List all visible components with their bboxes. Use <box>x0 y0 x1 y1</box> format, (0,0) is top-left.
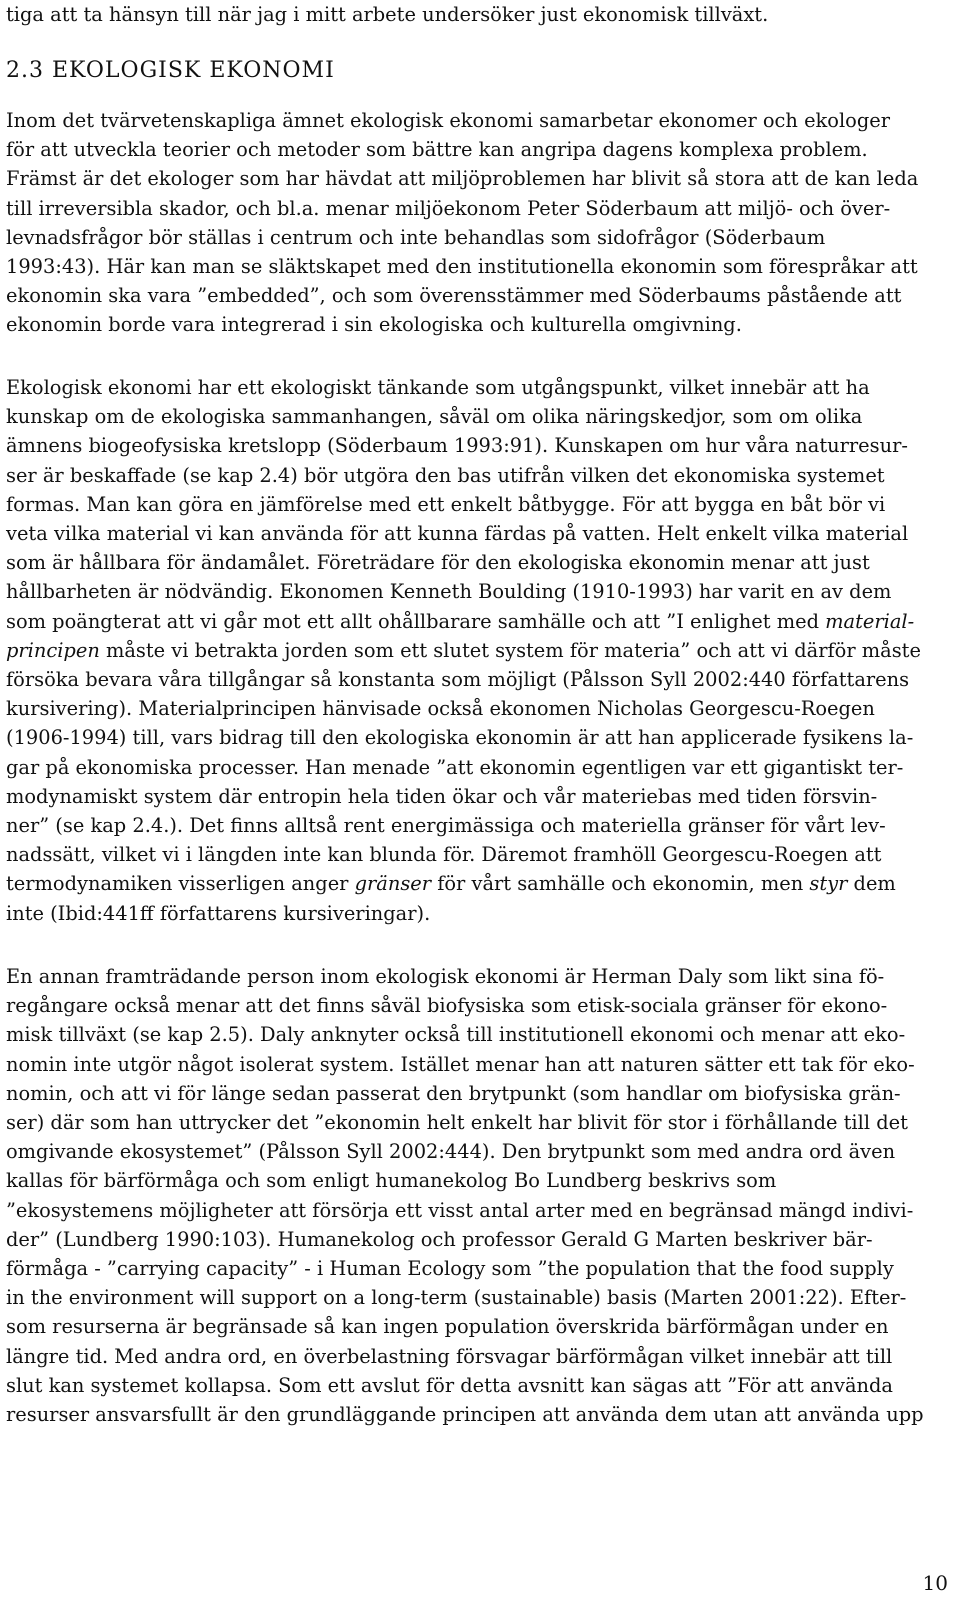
emphasis-text: styr <box>809 872 848 896</box>
paragraph-3-line: ser) där som han uttrycker det ”ekonomin helt enkelt har blivit för stor i förhållande till det <box>6 1111 908 1134</box>
paragraph-1-line: Främst är det ekologer som har hävdat att miljöproblemen har blivit så stora att de kan leda <box>6 167 919 191</box>
paragraph-3-line: förmåga - ”carrying capacity” - i Human Ecology som ”the population that the food supply <box>6 1257 894 1280</box>
paragraph-3-line: regångare också menar att det finns såväl biofysiska som etisk-sociala gränser för ekono- <box>6 994 888 1018</box>
paragraph-1-line: ekonomin borde vara integrerad i sin ekologiska och kulturella omgivning. <box>6 313 742 337</box>
paragraph-2-line: Ekologisk ekonomi har ett ekologiskt tänkande som utgångspunkt, vilket innebär att ha <box>6 376 870 399</box>
paragraph-3-line: resurser ansvarsfullt är den grundläggande principen att använda dem utan att använda upp <box>6 1403 924 1426</box>
page-number: 10 <box>922 1571 948 1595</box>
paragraph-3-line: kallas för bärförmåga och som enligt humanekolog Bo Lundberg beskrivs som <box>6 1169 777 1193</box>
emphasis-text: material- <box>825 609 915 633</box>
paragraph-2-line: termodynamiken visserligen anger gränser för vårt samhälle och ekonomin, men styr dem <box>6 872 896 896</box>
emphasis-text: principen <box>6 638 100 662</box>
paragraph-2-line: principen måste vi betrakta jorden som ett slutet system för materia” och att vi därför måste <box>6 638 921 662</box>
paragraph-2-line: nadssätt, vilket vi i längden inte kan blunda för. Däremot framhöll Georgescu-Roegen att <box>6 843 882 867</box>
paragraph-2-line: inte (Ibid:441ff författarens kursiveringar). <box>6 901 431 925</box>
paragraph-3-line: misk tillväxt (se kap 2.5). Daly anknyter också till institutionell ekonomi och menar att eko- <box>6 1023 906 1047</box>
paragraph-3-line: omgivande ekosystemet” (Pålsson Syll 2002:444). Den brytpunkt som med andra ord även <box>6 1140 896 1164</box>
paragraph-2-line: som poängterat att vi går mot ett allt ohållbarare samhälle och att ”I enlighet med material- <box>6 609 915 633</box>
paragraph-1-line: levnadsfrågor bör ställas i centrum och inte behandlas som sidofrågor (Söderbaum <box>6 225 826 249</box>
paragraph-1-line: till irreversibla skador, och bl.a. menar miljöekonom Peter Söderbaum att miljö- och över- <box>6 196 891 220</box>
paragraph-2-line: formas. Man kan göra en jämförelse med ett enkelt båtbygge. För att bygga en båt bör vi <box>6 492 886 516</box>
paragraph-2-line: ner” (se kap 2.4.). Det finns alltså rent energimässiga och materiella gränser för vårt lev- <box>6 814 886 837</box>
paragraph-2-line: försöka bevara våra tillgångar så konstanta som möjligt (Pålsson Syll 2002:440 författarens <box>6 668 910 691</box>
paragraph-1-line: 1993:43). Här kan man se släktskapet med den institutionella ekonomin som förespråkar att <box>6 255 918 278</box>
section-heading: 2.3 EKOLOGISK EKONOMI <box>6 58 335 83</box>
paragraph-3-line: nomin, och att vi för länge sedan passerat den brytpunkt (som handlar om biofysiska grän- <box>6 1081 901 1105</box>
paragraph-2-line: gar på ekonomiska processer. Han menade ”att ekonomin egentligen var ett gigantiskt ter- <box>6 755 904 779</box>
paragraph-2-line: ämnens biogeofysiska kretslopp (Söderbaum 1993:91). Kunskapen om hur våra naturresur- <box>6 434 908 458</box>
paragraph-3-line: ”ekosystemens möjligheter att försörja ett visst antal arter med en begränsad mängd indivi- <box>6 1198 914 1222</box>
paragraph-3-line: der” (Lundberg 1990:103). Humanekolog och professor Gerald G Marten beskriver bär- <box>6 1227 873 1251</box>
emphasis-text: gränser <box>354 872 432 896</box>
paragraph-3-line: som resurserna är begränsade så kan ingen population överskrida bärförmågan under en <box>6 1315 889 1339</box>
paragraph-2-line: kursivering). Materialprincipen hänvisade också ekonomen Nicholas Georgescu-Roegen <box>6 697 875 721</box>
paragraph-2-line: hållbarheten är nödvändig. Ekonomen Kenneth Boulding (1910-1993) har varit en av dem <box>6 580 892 604</box>
paragraph-2-line: som är hållbara för ändamålet. Företrädare för den ekologiska ekonomin menar att just <box>6 551 870 575</box>
paragraph-3-line: nomin inte utgör något isolerat system. Istället menar han att naturen sätter ett tak för eko- <box>6 1052 915 1076</box>
paragraph-1-line: ekonomin ska vara ”embedded”, och som överensstämmer med Söderbaums påstående att <box>6 284 902 308</box>
paragraph-1-line: för att utveckla teorier och metoder som bättre kan angripa dagens komplexa problem. <box>6 138 868 162</box>
paragraph-3-line: En annan framträdande person inom ekologisk ekonomi är Herman Daly som likt sina fö- <box>6 965 885 988</box>
paragraph-3-line: in the environment will support on a long-term (sustainable) basis (Marten 2001:22). Efter- <box>6 1286 907 1310</box>
paragraph-2-line: (1906-1994) till, vars bidrag till den ekologiska ekonomin är att han applicerade fysikens la- <box>6 726 914 750</box>
intro-line: tiga att ta hänsyn till när jag i mitt arbete undersöker just ekonomisk tillväxt. <box>6 3 769 26</box>
paragraph-2-line: veta vilka material vi kan använda för att kunna färdas på vatten. Helt enkelt vilka material <box>6 522 909 545</box>
paragraph-3-line: längre tid. Med andra ord, en överbelastning försvagar bärförmågan vilket innebär att till <box>6 1344 893 1368</box>
paragraph-2-line: kunskap om de ekologiska sammanhangen, såväl om olika näringskedjor, som om olika <box>6 405 863 429</box>
paragraph-2-line: modynamiskt system där entropin hela tiden ökar och vår materiebas med tiden försvin- <box>6 784 878 808</box>
paragraph-1-line: Inom det tvärvetenskapliga ämnet ekologisk ekonomi samarbetar ekonomer och ekologer <box>6 109 891 132</box>
paragraph-2-line: ser är beskaffade (se kap 2.4) bör utgöra den bas utifrån vilken det ekonomiska systemet <box>6 463 885 487</box>
paragraph-3-line: slut kan systemet kollapsa. Som ett avslut för detta avsnitt kan sägas att ”För att använda <box>6 1373 893 1397</box>
